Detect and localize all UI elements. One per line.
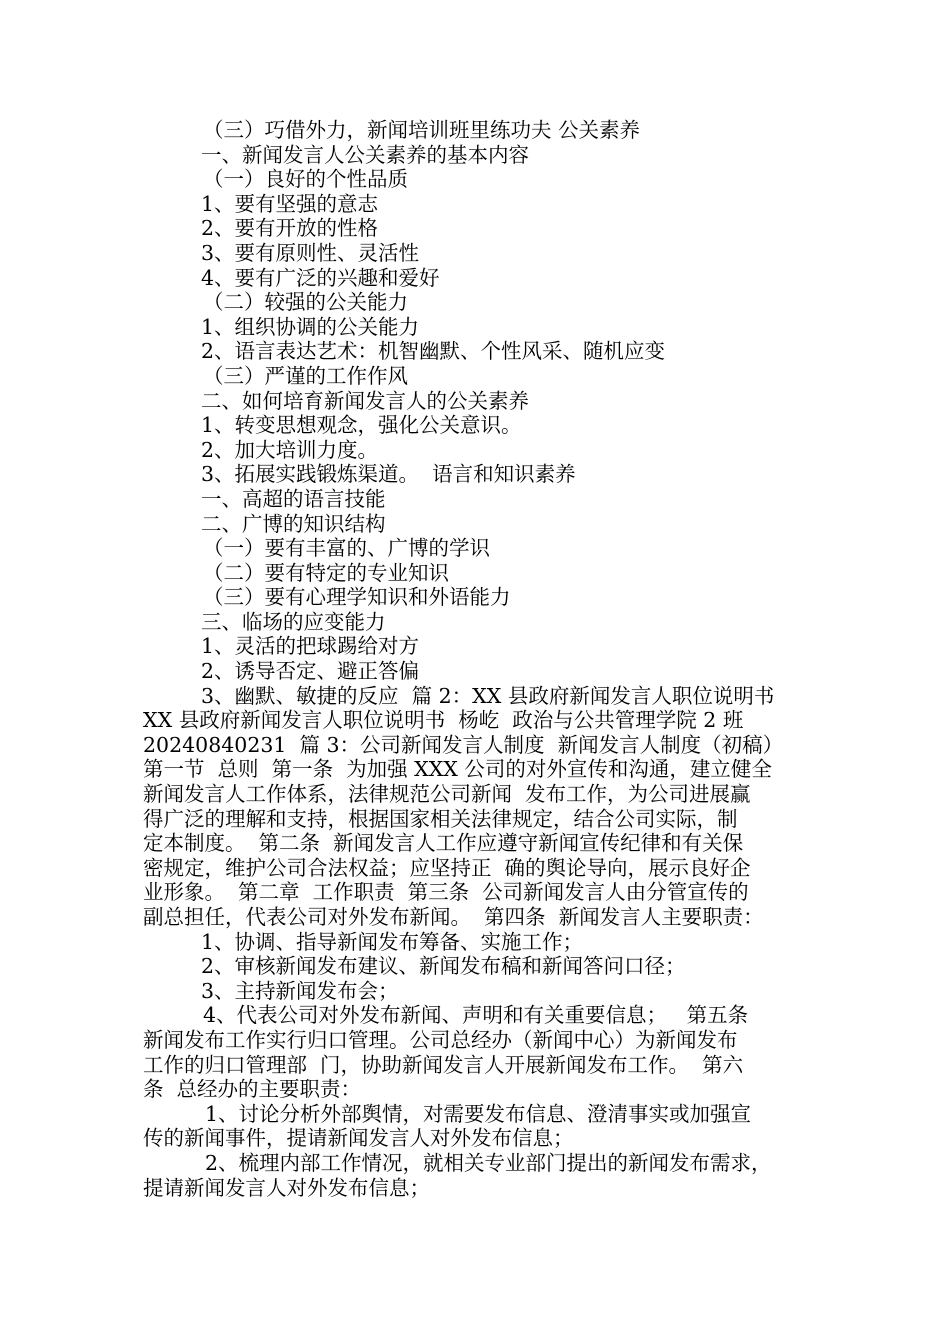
text-line: 2、审核新闻发布建议、新闻发布稿和新闻答问口径； <box>201 954 686 979</box>
document-body <box>143 118 807 1200</box>
text-line: 副总担任，代表公司对外发布新闻。 第四条 新闻发言人主要职责： <box>143 905 764 929</box>
text-line: 1、灵活的把球踢给对方 <box>201 634 420 659</box>
text-line: 2、加大培训力度。 <box>201 437 379 462</box>
text-line: 三、临场的应变能力 <box>201 609 386 634</box>
text-line: 得广泛的理解和支持，根据国家相关法律规定，结合公司实际，制 <box>143 806 738 831</box>
text-line: （三）巧借外力，新闻培训班里练功夫 公关素养 <box>203 118 641 142</box>
text-line: 1、协调、指导新闻发布筹备、实施工作； <box>201 929 584 954</box>
text-line: （二）较强的公关能力 <box>203 290 408 315</box>
text-line: 一、新闻发言人公关素养的基本内容 <box>201 142 529 167</box>
text-line: 定本制度。 第二条 新闻发言人工作应遵守新闻宣传纪律和有关保 <box>143 831 744 856</box>
text-line: 20240840231 篇 3：公司新闻发言人制度 新闻发言人制度（初稿） <box>143 732 784 757</box>
text-line: （三）严谨的工作作风 <box>203 363 408 388</box>
text-line: 3、拓展实践锻炼渠道。 语言和知识素养 <box>201 462 576 487</box>
text-line: 3、要有原则性、灵活性 <box>201 240 420 265</box>
text-line: 条 总经办的主要职责： <box>143 1077 362 1102</box>
text-line: 新闻发布工作实行归口管理。公司总经办（新闻中心）为新闻发布 <box>143 1027 738 1052</box>
text-line: 新闻发言人工作体系，法律规范公司新闻 发布工作，为公司进展赢 <box>143 782 751 807</box>
text-line: 二、如何培育新闻发言人的公关素养 <box>201 388 529 413</box>
text-line: 1、组织协调的公关能力 <box>201 314 420 339</box>
text-line: 提请新闻发言人对外发布信息； <box>143 1175 430 1200</box>
text-line: 传的新闻事件，提请新闻发言人对外发布信息； <box>143 1126 574 1151</box>
text-line: 1、要有坚强的意志 <box>201 191 379 216</box>
text-line: （一）良好的个性品质 <box>203 167 408 192</box>
text-line: （三）要有心理学知识和外语能力 <box>203 585 511 610</box>
text-line: 3、幽默、敏捷的反应 篇 2：XX 县政府新闻发言人职位说明书 <box>201 683 775 708</box>
text-line: 4、代表公司对外发布新闻、声明和有关重要信息； 第五条 <box>203 1003 749 1028</box>
text-line: 一、高超的语言技能 <box>201 486 386 511</box>
text-line: （二）要有特定的专业知识 <box>203 560 449 585</box>
text-line: 工作的归口管理部 门，协助新闻发言人开展新闻发布工作。 第六 <box>143 1052 744 1077</box>
text-line: XX 县政府新闻发言人职位说明书 杨屹 政治与公共管理学院 2 班 <box>143 708 744 733</box>
text-line: 业形象。 第二章 工作职责 第三条 公司新闻发言人由分管宣传的 <box>143 880 749 905</box>
text-line: 1、讨论分析外部舆情，对需要发布信息、澄清事实或加强宣 <box>205 1101 752 1126</box>
text-line: 1、转变思想观念，强化公关意识。 <box>201 413 522 438</box>
text-line: 4、要有广泛的兴趣和爱好 <box>201 265 440 290</box>
text-line: 2、诱导否定、避正答偏 <box>201 659 420 684</box>
text-line: 二、广博的知识结构 <box>201 511 386 536</box>
text-line: 2、要有开放的性格 <box>201 216 379 241</box>
text-line: 3、主持新闻发布会； <box>201 978 399 1003</box>
text-line: 第一节 总则 第一条 为加强 XXX 公司的对外宣传和沟通，建立健全 <box>143 757 772 782</box>
text-line: 2、梳理内部工作情况，就相关专业部门提出的新闻发布需求， <box>205 1150 772 1175</box>
text-line: 密规定，维护公司合法权益；应坚持正 确的舆论导向，展示良好企 <box>143 855 751 880</box>
text-line: （一）要有丰富的、广博的学识 <box>203 536 490 561</box>
text-line: 2、语言表达艺术：机智幽默、个性风采、随机应变 <box>201 339 666 364</box>
